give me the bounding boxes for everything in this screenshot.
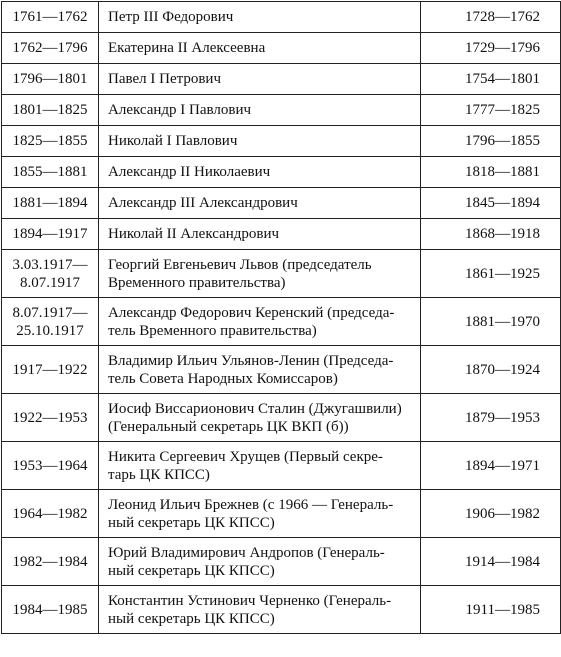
ruler-name-text: Петр III Федорович xyxy=(108,9,234,25)
table-row xyxy=(2,219,561,250)
reign-period-cell xyxy=(2,188,99,219)
ruler-name-text: Георгий Евгеньевич Львов (председатель xyxy=(108,256,372,273)
table-row xyxy=(2,2,561,33)
reign-period-text: 8.07.1917 xyxy=(20,274,80,291)
ruler-name-text: Константин Устинович Черненко (Генераль- xyxy=(108,592,392,609)
reign-period-text: 25.10.1917 xyxy=(16,322,84,339)
reign-period-text: 1855—1881 xyxy=(12,164,88,180)
reign-period-text: 1801—1825 xyxy=(12,102,88,118)
ruler-name-cell xyxy=(99,126,421,157)
life-years-cell: 1796—1855 xyxy=(421,126,561,157)
table-row xyxy=(2,394,561,442)
life-years-cell: 1754—1801 xyxy=(421,64,561,95)
life-years-cell: 1879—1953 xyxy=(421,394,561,442)
ruler-name-text: Александр I Павлович xyxy=(108,102,252,118)
ruler-name-cell xyxy=(99,250,421,298)
life-years-cell: 1868—1918 xyxy=(421,219,561,250)
ruler-name-text: тель Временного правительства) xyxy=(108,322,317,339)
life-years-cell: 1861—1925 xyxy=(421,250,561,298)
reign-period-cell xyxy=(2,346,99,394)
table-row xyxy=(2,490,561,538)
ruler-name-text: Николай I Павлович xyxy=(108,133,238,149)
ruler-name-text: ный секретарь ЦК КПСС) xyxy=(108,610,275,627)
life-years-cell: 1818—1881 xyxy=(421,157,561,188)
ruler-name-text: Екатерина II Алексеевна xyxy=(108,40,266,56)
rulers-table xyxy=(1,1,561,634)
reign-period-text: 1922—1953 xyxy=(12,409,88,426)
ruler-name-text: Юрий Владимирович Андропов (Генераль- xyxy=(108,544,385,561)
reign-period-text: 1894—1917 xyxy=(12,226,88,242)
ruler-name-text: Николай II Александрович xyxy=(108,226,280,242)
reign-period-cell xyxy=(2,95,99,126)
ruler-name-text: Александр Федорович Керенский (председа- xyxy=(108,304,395,321)
reign-period-text: 3.03.1917— xyxy=(12,256,88,273)
table-row xyxy=(2,250,561,298)
reign-period-cell xyxy=(2,394,99,442)
reign-period-cell xyxy=(2,298,99,346)
table-row xyxy=(2,346,561,394)
ruler-name-text: Александр III Александрович xyxy=(108,195,298,211)
ruler-name-text: ный секретарь ЦК КПСС) xyxy=(108,514,275,531)
ruler-name-cell xyxy=(99,2,421,33)
table-row xyxy=(2,298,561,346)
life-years-cell: 1870—1924 xyxy=(421,346,561,394)
ruler-name-text: (Генеральный секретарь ЦК ВКП (б)) xyxy=(108,418,349,435)
reign-period-text: 1761—1762 xyxy=(12,9,88,25)
life-years-cell: 1911—1985 xyxy=(421,586,561,634)
table-row xyxy=(2,188,561,219)
reign-period-cell xyxy=(2,157,99,188)
reign-period-cell xyxy=(2,33,99,64)
reign-period-text: 1982—1984 xyxy=(12,553,88,570)
ruler-name-cell xyxy=(99,64,421,95)
ruler-name-text: Александр II Николаевич xyxy=(108,164,271,180)
ruler-name-cell xyxy=(99,442,421,490)
table-row xyxy=(2,64,561,95)
table-row xyxy=(2,33,561,64)
ruler-name-text: тель Совета Народных Комиссаров) xyxy=(108,370,338,387)
reign-period-text: 1964—1982 xyxy=(12,505,88,522)
reign-period-text: 1796—1801 xyxy=(12,71,88,87)
reign-period-cell xyxy=(2,64,99,95)
life-years-cell: 1906—1982 xyxy=(421,490,561,538)
ruler-name-text: Павел I Петрович xyxy=(108,71,222,87)
ruler-name-text: тарь ЦК КПСС) xyxy=(108,466,210,483)
ruler-name-cell xyxy=(99,346,421,394)
life-years-cell: 1881—1970 xyxy=(421,298,561,346)
table-row xyxy=(2,157,561,188)
reign-period-text: 1762—1796 xyxy=(12,40,88,56)
ruler-name-text: Леонид Ильич Брежнев (с 1966 — Генераль- xyxy=(108,496,394,513)
ruler-name-cell xyxy=(99,95,421,126)
ruler-name-text: Иосиф Виссарионович Сталин (Джугашвили) xyxy=(108,400,402,417)
ruler-name-cell xyxy=(99,394,421,442)
life-years-cell: 1729—1796 xyxy=(421,33,561,64)
table-row xyxy=(2,126,561,157)
reign-period-text: 1917—1922 xyxy=(12,361,88,378)
table-row xyxy=(2,95,561,126)
ruler-name-text: Временного правительства) xyxy=(108,274,286,291)
ruler-name-cell xyxy=(99,157,421,188)
ruler-name-text: ный секретарь ЦК КПСС) xyxy=(108,562,275,579)
ruler-name-text: Владимир Ильич Ульянов-Ленин (Председа- xyxy=(108,352,394,369)
ruler-name-cell xyxy=(99,188,421,219)
life-years-cell: 1777—1825 xyxy=(421,95,561,126)
reign-period-cell xyxy=(2,538,99,586)
ruler-name-cell xyxy=(99,586,421,634)
rulers-table-body xyxy=(2,2,561,634)
reign-period-text: 8.07.1917— xyxy=(12,304,88,321)
reign-period-cell xyxy=(2,219,99,250)
reign-period-text: 1881—1894 xyxy=(12,195,88,211)
reign-period-cell xyxy=(2,490,99,538)
ruler-name-cell xyxy=(99,538,421,586)
ruler-name-cell xyxy=(99,298,421,346)
life-years-cell: 1845—1894 xyxy=(421,188,561,219)
ruler-name-text: Никита Сергеевич Хрущев (Первый секре- xyxy=(108,448,383,465)
life-years-cell: 1894—1971 xyxy=(421,442,561,490)
table-row xyxy=(2,538,561,586)
reign-period-cell xyxy=(2,2,99,33)
reign-period-cell xyxy=(2,586,99,634)
reign-period-text: 1953—1964 xyxy=(12,457,88,474)
reign-period-cell xyxy=(2,126,99,157)
reign-period-cell xyxy=(2,250,99,298)
table-row xyxy=(2,442,561,490)
ruler-name-cell xyxy=(99,33,421,64)
reign-period-cell xyxy=(2,442,99,490)
reign-period-text: 1984—1985 xyxy=(12,601,88,618)
life-years-cell: 1914—1984 xyxy=(421,538,561,586)
table-row xyxy=(2,586,561,634)
life-years-cell: 1728—1762 xyxy=(421,2,561,33)
ruler-name-cell xyxy=(99,490,421,538)
reign-period-text: 1825—1855 xyxy=(12,133,88,149)
ruler-name-cell xyxy=(99,219,421,250)
